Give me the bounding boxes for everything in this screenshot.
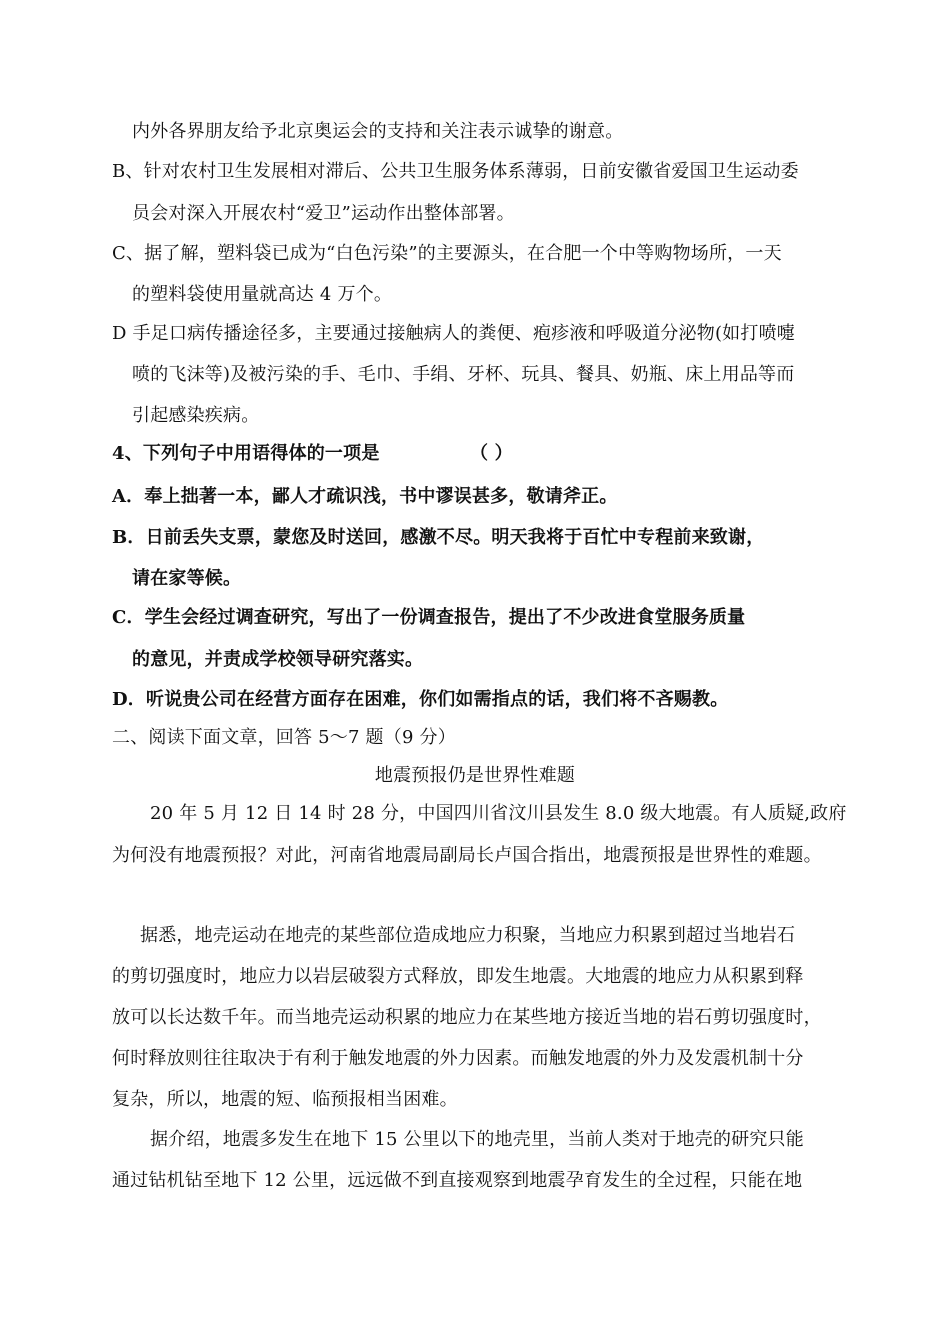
article-title: 地震预报仍是世界性难题	[374, 765, 576, 786]
option-d-line3: 引起感染疾病。	[132, 405, 260, 426]
option-d-line1: D 手足口病传播途径多，主要通过接触病人的粪便、疱疹液和呼吸道分泌物(如打喷嚏	[112, 323, 795, 344]
question-4-option-a: A．奉上拙著一本，鄙人才疏识浅，书中谬误甚多，敬请斧正。	[112, 486, 618, 507]
question-4-option-b-line1: B．日前丢失支票，蒙您及时送回，感激不尽。明天我将于百忙中专程前来致谢，	[112, 527, 765, 548]
option-c-line1: C、据了解，塑料袋已成为“白色污染”的主要源头，在合肥一个中等购物场所，一天	[112, 243, 782, 264]
paragraph-2-line3: 放可以长达数千年。而当地壳运动积累的地应力在某些地方接近当地的岩石剪切强度时，	[112, 1007, 822, 1028]
option-b-line2: 员会对深入开展农村“爱卫”运动作出整体部署。	[132, 203, 515, 224]
question-4-answer-paren: （ ）	[470, 443, 513, 464]
option-a-continuation: 内外各界朋友给予北京奥运会的支持和关注表示诚挚的谢意。	[132, 121, 624, 142]
option-c-line2: 的塑料袋使用量就高达 4 万个。	[132, 284, 393, 305]
question-4-option-c-line1: C．学生会经过调查研究，写出了一份调查报告，提出了不少改进食堂服务质量	[112, 607, 746, 628]
paragraph-1-line2: 为何没有地震预报？对此，河南省地震局副局长卢国合指出，地震预报是世界性的难题。	[112, 845, 822, 866]
paragraph-2-line1: 据悉，地壳运动在地壳的某些部位造成地应力积聚，当地应力积累到超过当地岩石	[140, 925, 796, 946]
section-2-heading: 二、阅读下面文章，回答 5～7 题（9 分）	[112, 727, 456, 748]
paragraph-3-line1: 据介绍，地震多发生在地下 15 公里以下的地壳里，当前人类对于地壳的研究只能	[150, 1129, 804, 1150]
paragraph-2-line2: 的剪切强度时，地应力以岩层破裂方式释放，即发生地震。大地震的地应力从积累到释	[112, 966, 804, 987]
question-4-option-c-line2: 的意见，并责成学校领导研究落实。	[132, 649, 424, 670]
option-d-line2: 喷的飞沫等)及被污染的手、毛巾、手绢、牙杯、玩具、餐具、奶瓶、床上用品等而	[132, 364, 795, 385]
question-4-stem: 4、下列句子中用语得体的一项是	[112, 443, 380, 464]
option-b-line1: B、针对农村卫生发展相对滞后、公共卫生服务体系薄弱，日前安徽省爱国卫生运动委	[112, 161, 799, 182]
question-4-option-b-line2: 请在家等候。	[132, 568, 242, 589]
paragraph-2-line5: 复杂，所以，地震的短、临预报相当困难。	[112, 1089, 458, 1110]
paragraph-3-line2: 通过钻机钻至地下 12 公里，远远做不到直接观察到地震孕育发生的全过程，只能在地	[112, 1170, 803, 1191]
paragraph-2-line4: 何时释放则往往取决于有利于触发地震的外力因素。而触发地震的外力及发震机制十分	[112, 1048, 804, 1069]
question-4-option-d: D．听说贵公司在经营方面存在困难，你们如需指点的话，我们将不吝赐教。	[112, 689, 729, 710]
paragraph-1-line1: 20 年 5 月 12 日 14 时 28 分，中国四川省汶川县发生 8.0 级大地震。有人质疑,政府	[150, 803, 847, 824]
